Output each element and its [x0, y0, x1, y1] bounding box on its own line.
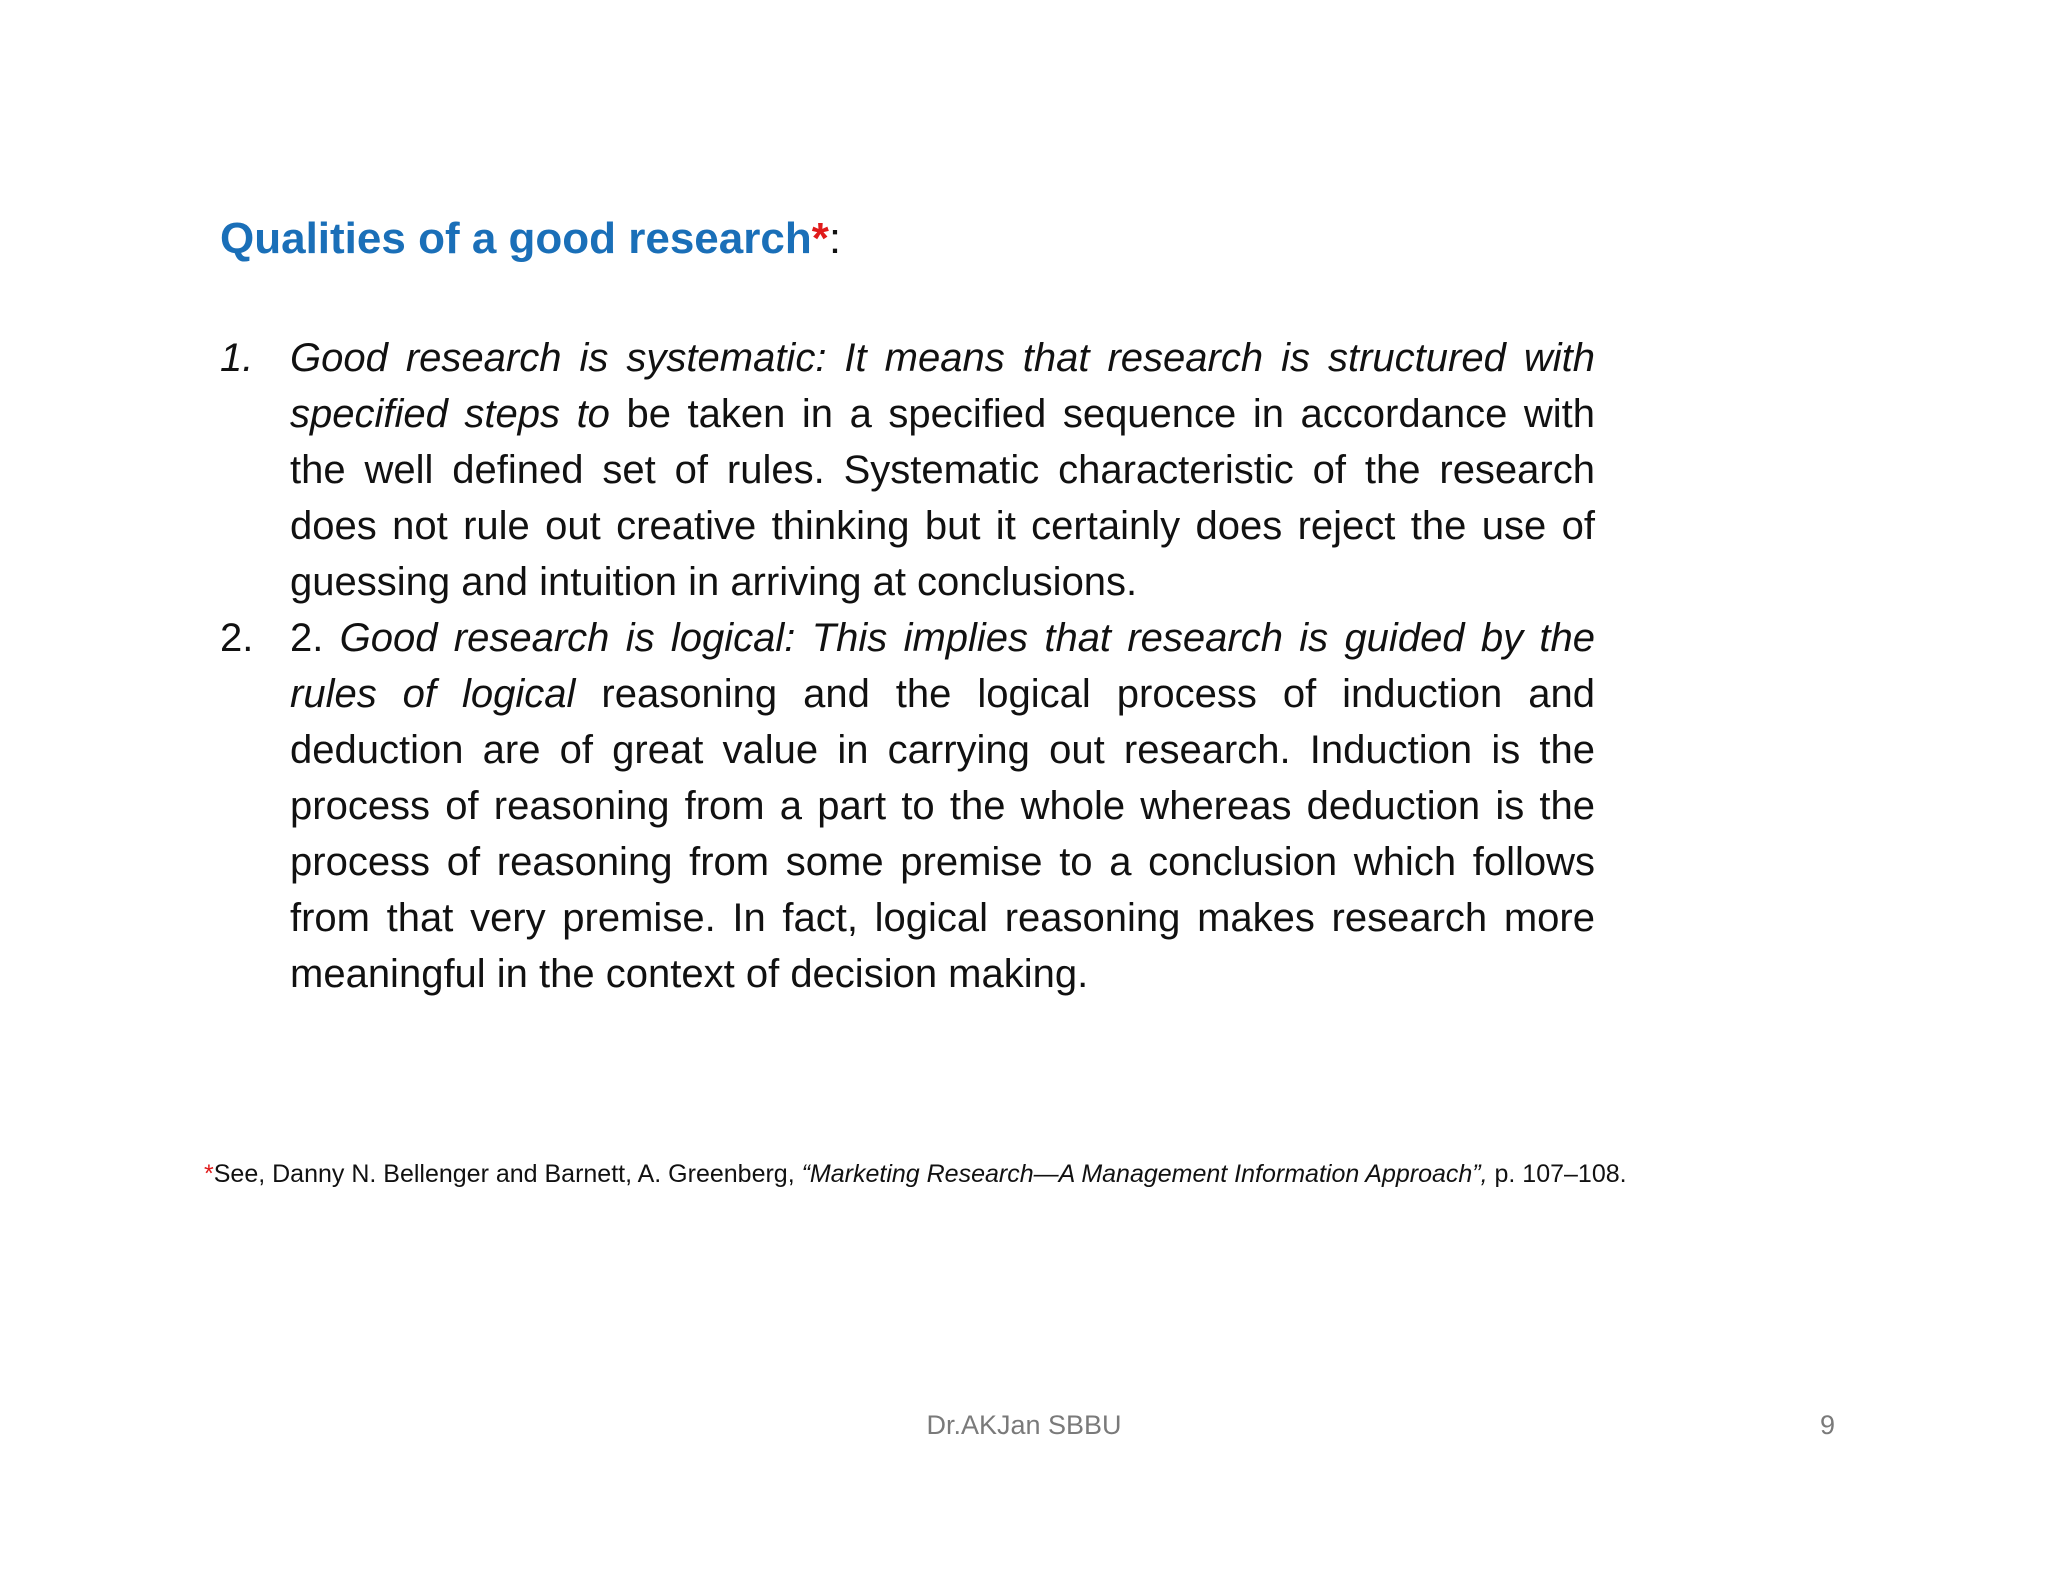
- qualities-list: [220, 330, 1595, 1002]
- footer-author: Dr.AKJan SBBU: [926, 1410, 1122, 1440]
- footnote-lead: See, Danny N. Bellenger and Barnett, A. Greenberg,: [213, 1160, 802, 1188]
- list-item: [220, 330, 1595, 610]
- list-item-number: 1.: [220, 336, 254, 380]
- footnote-pages: p. 107–108.: [1487, 1160, 1627, 1188]
- title-footnote-marker: *: [811, 214, 829, 263]
- list-item-text: [290, 610, 1595, 1002]
- list-item-body: be taken in a specified sequence in accordance with the well defined set of rules. Systematic characteristic of the research does not rule out creative thinking but it certainly does reject the use of guessing and intuition in arriving at conclusions.: [290, 392, 1596, 604]
- list-item: [220, 610, 1595, 1002]
- footnote-marker: *: [204, 1160, 214, 1188]
- list-item-text: [290, 330, 1595, 610]
- list-item-body: reasoning and the logical process of induction and deduction are of great value in carrying out research. Induction is the process of reasoning from a part to the whole whereas deduction is the process of reasoning from some premise to a conclusion which follows from that very premise. In fact, logical reasoning makes research more meaningful in the context of decision making.: [290, 672, 1596, 996]
- slide-title: [220, 214, 841, 264]
- list-item-number: 2.: [220, 616, 254, 660]
- list-item-italic-lead: Good research is systematic: It means that research is structured with specified steps to: [290, 336, 1595, 436]
- footnote-book-title: “Marketing Research—A Management Information Approach”,: [801, 1160, 1488, 1188]
- page-number: 9: [1820, 1410, 1836, 1440]
- list-item-italic-lead: Good research is logical: This implies that research is guided by the rules of logical: [290, 616, 1595, 716]
- slide-title-text: Qualities of a good research: [220, 214, 812, 263]
- title-colon: :: [828, 214, 842, 263]
- list-item-prefix: 2.: [290, 616, 340, 660]
- footnote: [204, 1160, 1627, 1189]
